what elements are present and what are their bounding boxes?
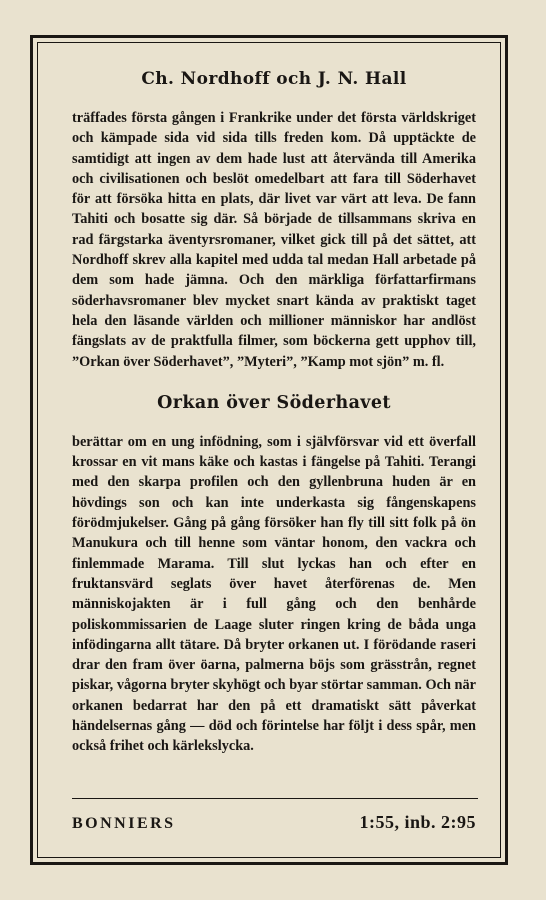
footer-divider [72,798,478,799]
authors-paragraph: träffades första gången i Frankrike under det första världskriget och kämpade sida vid sida tills freden kom. Då upptäckte de samtidigt att ingen av dem hade lust att återvända till Amerika och civilisationen och beslöt omedelbart att fara till Söderhavet för att försöka hitta en plats, där livet var värt att leva. De fann Tahiti och bosatte sig där. Så började de tillsammans skriva en rad färgstarka äventyrsromaner, vilket gick till på det sättet, att Nordhoff skrev alla kapitel med udda tal medan Hall arbetade på dem som hade jämna. Och den märkliga författarfirmans söderhavsromaner blev mycket snart kända av praktiskt taget hela den läsande världen och millioner människor har andlöst fängslats av de praktfulla filmer, som böckerna gett upphov till, ”Orkan över Söderhavet”, ”Myteri”, ”Kamp mot sjön” m. fl. [72,110,476,370]
page-content [72,62,476,757]
price-info: 1:55, inb. 2:95 [359,812,476,832]
book-title-heading: Orkan över Söderhavet [157,392,391,413]
authors-heading: Ch. Nordhoff och J. N. Hall [141,69,407,89]
footer [72,812,476,833]
publisher-name: BONNIERS [72,815,176,832]
book-description-paragraph: berättar om en ung infödning, som i självförsvar vid ett överfall krossar en vit mans käke och kastas i fängelse på Tahiti. Terangi med den skarpa profilen och den gyllenbruna huden är en hövdings son och kan inte underkasta sig fångenskapens förödmjukelser. Gång på gång försöker han fly till sitt folk på ön Manukura och till henne som väntar honom, den vackra och finlemmade Marama. Till slut lyckas han och efter en fruktansvärd seglats över havet återförenas de. Men människojakten är i full gång och den benhårde poliskommissarien de Laage sluter ringen kring de båda unga infödingarna allt tätare. Då bryter orkanen ut. I förödande raseri drar den fram över öarna, palmerna böjs som grässtrån, regnet piskar, vågorna bryter skyhögt och byar störtar samman. Och när orkanen bedarrat har den på ett dramatiskt sätt påverkat händelsernas gång — död och förintelse har följt i dess spår, men också frihet och kärlekslycka. [72,433,476,755]
